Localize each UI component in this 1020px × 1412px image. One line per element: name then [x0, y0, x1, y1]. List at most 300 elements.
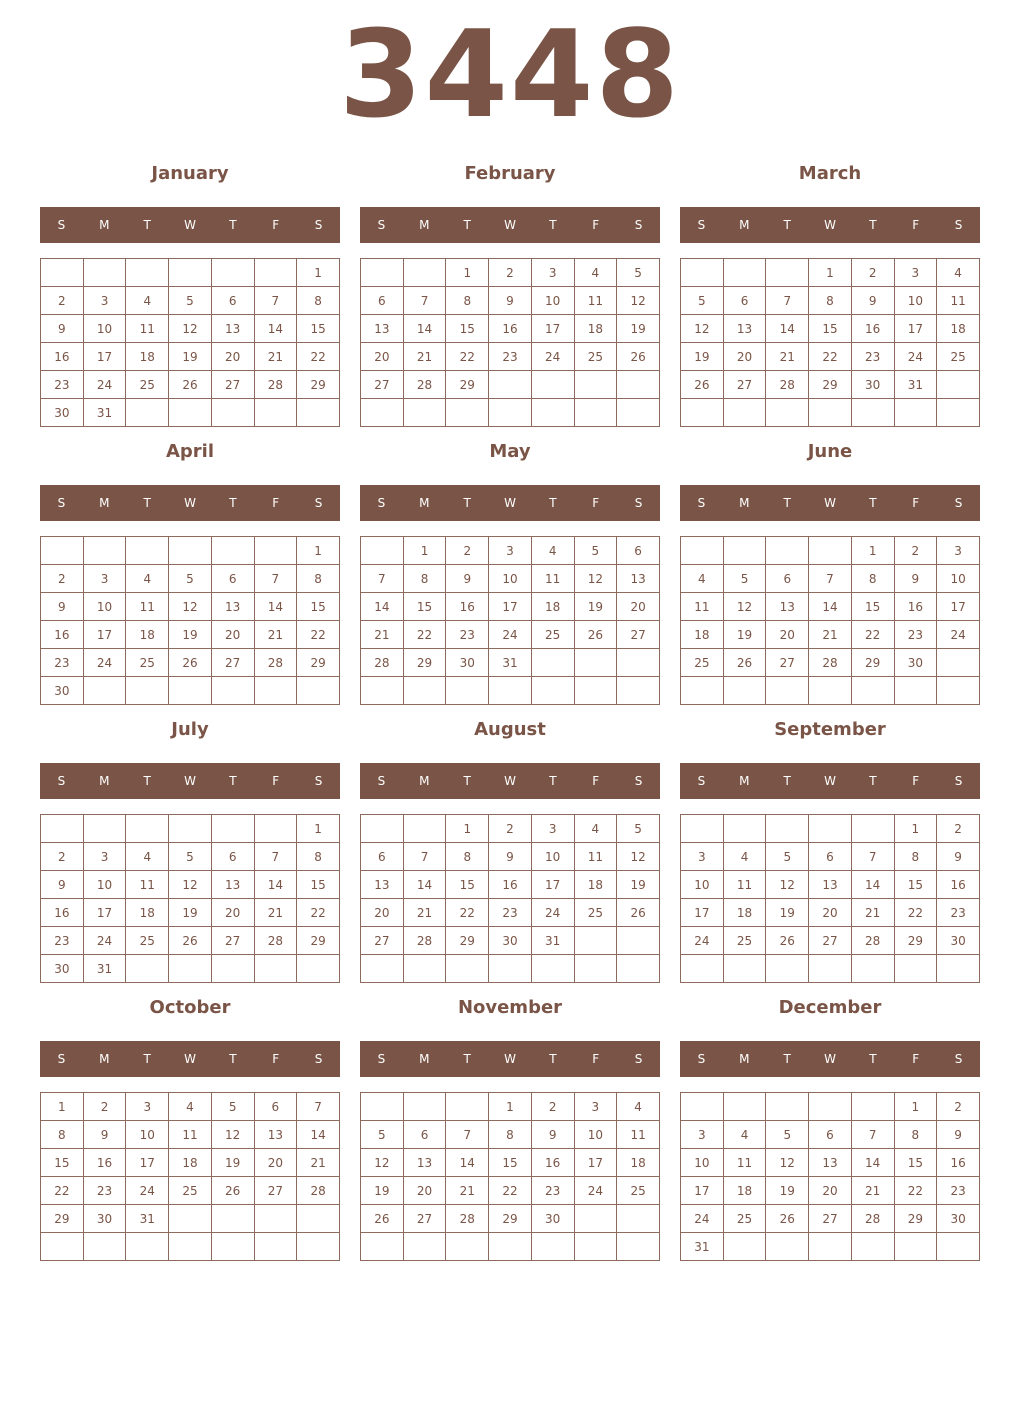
day-cell: 12: [617, 287, 660, 315]
day-cell: 13: [617, 565, 660, 593]
day-cell: 28: [403, 927, 446, 955]
day-cell: 29: [41, 1205, 84, 1233]
day-cell: 15: [489, 1149, 532, 1177]
day-cell: 16: [41, 343, 84, 371]
day-cell: 10: [681, 1149, 724, 1177]
week-row: [361, 315, 660, 343]
day-cell: 12: [574, 565, 617, 593]
day-cell: 1: [446, 259, 489, 287]
day-cell: 15: [297, 315, 340, 343]
day-cell: [126, 399, 169, 427]
day-cell: [894, 677, 937, 705]
day-cell: 26: [766, 927, 809, 955]
day-cell: 22: [297, 343, 340, 371]
day-cell: 11: [531, 565, 574, 593]
day-cell: 20: [723, 343, 766, 371]
day-cell: [617, 649, 660, 677]
day-cell: [211, 1205, 254, 1233]
day-cell: [446, 1093, 489, 1121]
day-cell: 25: [126, 371, 169, 399]
day-cell: [723, 955, 766, 983]
day-cell: 20: [361, 343, 404, 371]
day-cell: 6: [211, 287, 254, 315]
week-row: [41, 927, 340, 955]
day-cell: 3: [531, 259, 574, 287]
day-cell: 26: [617, 343, 660, 371]
day-cell: 27: [211, 927, 254, 955]
day-cell: 23: [83, 1177, 126, 1205]
day-cell: 5: [361, 1121, 404, 1149]
week-row: [361, 955, 660, 983]
day-cell: 20: [403, 1177, 446, 1205]
day-cell: [361, 677, 404, 705]
day-cell: [531, 677, 574, 705]
day-cell: 19: [766, 1177, 809, 1205]
day-cell: 4: [531, 537, 574, 565]
day-cell: [894, 1233, 937, 1261]
week-row: [681, 259, 980, 287]
day-cell: 29: [446, 371, 489, 399]
day-cell: 9: [937, 1121, 980, 1149]
day-cell: [169, 399, 212, 427]
day-cell: 18: [617, 1149, 660, 1177]
day-cell: 8: [809, 287, 852, 315]
day-cell: 24: [681, 927, 724, 955]
day-cell: [723, 537, 766, 565]
weekday-label: T: [869, 218, 877, 232]
day-cell: 11: [723, 871, 766, 899]
day-cell: 7: [254, 843, 297, 871]
week-row: [361, 287, 660, 315]
day-cell: 10: [894, 287, 937, 315]
day-cell: [617, 677, 660, 705]
day-cell: 1: [809, 259, 852, 287]
day-cell: 8: [489, 1121, 532, 1149]
day-cell: 7: [254, 287, 297, 315]
weekday-label: T: [463, 218, 471, 232]
weekday-label: S: [697, 774, 706, 788]
week-row: [361, 537, 660, 565]
day-cell: 25: [574, 899, 617, 927]
weekday-label: S: [377, 496, 386, 510]
day-cell: 4: [126, 843, 169, 871]
day-cell: [766, 537, 809, 565]
day-cell: [297, 399, 340, 427]
week-row: [681, 621, 980, 649]
day-cell: 7: [809, 565, 852, 593]
week-row: [681, 371, 980, 399]
day-cell: [531, 399, 574, 427]
week-row: [681, 1093, 980, 1121]
weekday-label: M: [739, 774, 750, 788]
day-cell: 8: [297, 565, 340, 593]
day-cell: [297, 677, 340, 705]
day-cell: 25: [681, 649, 724, 677]
day-cell: [169, 259, 212, 287]
day-cell: 6: [403, 1121, 446, 1149]
day-cell: 18: [126, 343, 169, 371]
day-cell: 7: [851, 1121, 894, 1149]
day-cell: [531, 955, 574, 983]
day-cell: 10: [83, 593, 126, 621]
weekday-label: S: [314, 774, 323, 788]
week-row: [361, 649, 660, 677]
weekday-header: [40, 207, 340, 243]
day-cell: [489, 677, 532, 705]
day-cell: 23: [41, 927, 84, 955]
day-cell: 13: [809, 871, 852, 899]
week-row: [361, 1121, 660, 1149]
day-cell: 18: [723, 899, 766, 927]
day-cell: 4: [681, 565, 724, 593]
day-cell: 23: [446, 621, 489, 649]
day-cell: 16: [894, 593, 937, 621]
month-name: September: [774, 719, 886, 740]
weekday-label: W: [504, 1052, 516, 1066]
day-cell: 5: [574, 537, 617, 565]
weekday-label: S: [314, 496, 323, 510]
day-cell: [41, 815, 84, 843]
day-cell: 18: [723, 1177, 766, 1205]
weekday-label: T: [549, 496, 557, 510]
day-cell: [574, 1233, 617, 1261]
day-grid: [40, 814, 340, 983]
day-cell: [617, 1205, 660, 1233]
day-cell: [531, 371, 574, 399]
day-cell: 30: [937, 927, 980, 955]
day-cell: 22: [809, 343, 852, 371]
day-cell: 24: [126, 1177, 169, 1205]
day-cell: 24: [574, 1177, 617, 1205]
day-cell: 19: [617, 871, 660, 899]
day-cell: 20: [211, 899, 254, 927]
day-cell: [723, 1233, 766, 1261]
day-cell: 20: [211, 343, 254, 371]
day-cell: 8: [403, 565, 446, 593]
day-cell: 8: [894, 1121, 937, 1149]
day-cell: 17: [531, 871, 574, 899]
day-cell: 15: [446, 315, 489, 343]
day-cell: 23: [41, 649, 84, 677]
day-cell: 7: [446, 1121, 489, 1149]
day-cell: 27: [809, 927, 852, 955]
day-cell: 3: [681, 1121, 724, 1149]
weekday-label: S: [314, 1052, 323, 1066]
day-cell: 27: [211, 371, 254, 399]
day-cell: 11: [169, 1121, 212, 1149]
day-cell: 3: [83, 565, 126, 593]
day-cell: 1: [894, 815, 937, 843]
day-cell: 16: [41, 899, 84, 927]
day-cell: 14: [361, 593, 404, 621]
week-row: [361, 899, 660, 927]
day-cell: [809, 677, 852, 705]
week-row: [681, 1149, 980, 1177]
weekday-label: T: [549, 1052, 557, 1066]
weekday-label: T: [783, 218, 791, 232]
day-cell: 9: [41, 315, 84, 343]
day-cell: [617, 399, 660, 427]
day-cell: 18: [531, 593, 574, 621]
day-cell: [361, 537, 404, 565]
day-cell: [681, 1093, 724, 1121]
day-cell: [851, 1233, 894, 1261]
day-cell: 23: [489, 343, 532, 371]
day-cell: 3: [489, 537, 532, 565]
day-cell: [83, 815, 126, 843]
day-cell: [361, 815, 404, 843]
day-cell: [574, 371, 617, 399]
day-cell: 9: [531, 1121, 574, 1149]
day-cell: 30: [41, 399, 84, 427]
day-cell: [211, 399, 254, 427]
day-cell: 21: [809, 621, 852, 649]
day-cell: 5: [617, 259, 660, 287]
day-cell: 13: [361, 315, 404, 343]
day-grid: [40, 258, 340, 427]
week-row: [41, 871, 340, 899]
day-cell: [937, 955, 980, 983]
day-cell: 1: [41, 1093, 84, 1121]
day-cell: 25: [723, 927, 766, 955]
day-cell: 20: [809, 899, 852, 927]
day-cell: 17: [937, 593, 980, 621]
day-cell: 9: [851, 287, 894, 315]
day-cell: 28: [254, 649, 297, 677]
day-cell: [403, 955, 446, 983]
day-cell: 8: [41, 1121, 84, 1149]
weekday-label: S: [377, 1052, 386, 1066]
day-cell: 7: [297, 1093, 340, 1121]
day-cell: 22: [297, 899, 340, 927]
day-cell: [851, 955, 894, 983]
weekday-label: T: [229, 218, 237, 232]
week-row: [41, 371, 340, 399]
day-cell: [937, 399, 980, 427]
day-cell: [83, 537, 126, 565]
day-cell: 14: [297, 1121, 340, 1149]
weekday-label: M: [99, 218, 110, 232]
day-cell: 3: [574, 1093, 617, 1121]
weekday-header: [360, 763, 660, 799]
day-cell: 19: [574, 593, 617, 621]
weekday-label: S: [954, 218, 963, 232]
day-cell: 4: [126, 287, 169, 315]
day-cell: 15: [851, 593, 894, 621]
day-cell: 21: [403, 343, 446, 371]
day-cell: [361, 1233, 404, 1261]
day-cell: [211, 815, 254, 843]
weekday-label: F: [592, 1052, 600, 1066]
day-cell: 2: [851, 259, 894, 287]
day-cell: 31: [83, 955, 126, 983]
weekday-label: T: [463, 496, 471, 510]
day-cell: 16: [937, 1149, 980, 1177]
day-cell: [851, 1093, 894, 1121]
day-cell: 21: [361, 621, 404, 649]
weekday-label: F: [592, 218, 600, 232]
day-cell: 20: [809, 1177, 852, 1205]
day-cell: 1: [489, 1093, 532, 1121]
day-cell: 7: [254, 565, 297, 593]
day-cell: 3: [126, 1093, 169, 1121]
day-cell: 13: [723, 315, 766, 343]
week-row: [361, 343, 660, 371]
day-grid: [680, 258, 980, 427]
day-cell: [809, 1093, 852, 1121]
day-cell: [403, 815, 446, 843]
day-cell: 12: [723, 593, 766, 621]
day-cell: 16: [83, 1149, 126, 1177]
day-cell: 29: [297, 371, 340, 399]
day-cell: 8: [446, 843, 489, 871]
day-cell: 1: [403, 537, 446, 565]
weekday-header: [40, 763, 340, 799]
day-cell: 5: [211, 1093, 254, 1121]
day-cell: 30: [446, 649, 489, 677]
day-cell: 29: [446, 927, 489, 955]
week-row: [681, 815, 980, 843]
day-cell: 5: [766, 843, 809, 871]
day-cell: 13: [254, 1121, 297, 1149]
day-cell: 30: [41, 955, 84, 983]
weekday-header: [680, 485, 980, 521]
day-cell: [211, 955, 254, 983]
day-cell: [937, 1233, 980, 1261]
weekday-label: T: [229, 774, 237, 788]
month-name: August: [474, 719, 546, 740]
week-row: [681, 1177, 980, 1205]
day-cell: 27: [809, 1205, 852, 1233]
month-name: June: [807, 441, 853, 462]
day-cell: [617, 1233, 660, 1261]
day-cell: 30: [531, 1205, 574, 1233]
day-cell: 24: [83, 927, 126, 955]
day-cell: 26: [361, 1205, 404, 1233]
week-row: [681, 1205, 980, 1233]
day-cell: 15: [297, 871, 340, 899]
weekday-label: W: [824, 218, 836, 232]
week-row: [681, 565, 980, 593]
weekday-header: [680, 207, 980, 243]
day-cell: 18: [937, 315, 980, 343]
month-name: January: [151, 163, 229, 184]
day-cell: 28: [254, 371, 297, 399]
day-cell: 23: [937, 1177, 980, 1205]
weekday-label: M: [99, 1052, 110, 1066]
day-cell: 5: [766, 1121, 809, 1149]
day-cell: 17: [83, 899, 126, 927]
day-cell: 25: [617, 1177, 660, 1205]
day-cell: 12: [211, 1121, 254, 1149]
weekday-label: S: [57, 774, 66, 788]
day-cell: 10: [531, 843, 574, 871]
day-cell: 20: [766, 621, 809, 649]
day-cell: 1: [297, 259, 340, 287]
day-cell: [574, 1205, 617, 1233]
day-cell: 10: [83, 315, 126, 343]
weekday-label: F: [272, 774, 280, 788]
day-cell: 2: [894, 537, 937, 565]
day-cell: 26: [617, 899, 660, 927]
day-cell: 21: [766, 343, 809, 371]
day-cell: 24: [937, 621, 980, 649]
day-cell: 7: [361, 565, 404, 593]
day-cell: 10: [681, 871, 724, 899]
weekday-label: M: [99, 774, 110, 788]
day-grid: [680, 814, 980, 983]
weekday-header: [680, 763, 980, 799]
week-row: [41, 649, 340, 677]
day-grid: [360, 1092, 660, 1261]
day-cell: [809, 399, 852, 427]
day-cell: 22: [297, 621, 340, 649]
day-cell: [894, 399, 937, 427]
day-cell: 14: [403, 315, 446, 343]
day-cell: 16: [531, 1149, 574, 1177]
weekday-label: T: [229, 496, 237, 510]
week-row: [361, 565, 660, 593]
day-cell: 25: [126, 927, 169, 955]
weekday-label: S: [57, 1052, 66, 1066]
day-cell: 14: [403, 871, 446, 899]
day-cell: 15: [403, 593, 446, 621]
day-cell: 30: [489, 927, 532, 955]
day-cell: [361, 399, 404, 427]
day-cell: 10: [83, 871, 126, 899]
day-cell: 9: [41, 871, 84, 899]
week-row: [41, 677, 340, 705]
day-cell: 8: [297, 287, 340, 315]
weekday-label: T: [783, 1052, 791, 1066]
day-cell: 28: [403, 371, 446, 399]
day-cell: 8: [297, 843, 340, 871]
day-cell: [851, 815, 894, 843]
week-row: [361, 593, 660, 621]
day-cell: [809, 815, 852, 843]
day-cell: 13: [211, 593, 254, 621]
day-cell: 21: [851, 1177, 894, 1205]
week-row: [41, 1149, 340, 1177]
day-cell: [83, 1233, 126, 1261]
day-cell: 16: [489, 871, 532, 899]
week-row: [41, 343, 340, 371]
weekday-label: S: [954, 774, 963, 788]
day-cell: 17: [681, 899, 724, 927]
day-cell: [809, 955, 852, 983]
day-cell: 24: [531, 899, 574, 927]
week-row: [361, 1233, 660, 1261]
day-cell: [574, 955, 617, 983]
day-cell: 22: [41, 1177, 84, 1205]
day-cell: 5: [681, 287, 724, 315]
day-cell: 27: [403, 1205, 446, 1233]
day-cell: 14: [254, 593, 297, 621]
day-cell: 27: [211, 649, 254, 677]
day-cell: [574, 649, 617, 677]
day-cell: 27: [723, 371, 766, 399]
day-cell: 4: [937, 259, 980, 287]
weekday-label: F: [272, 496, 280, 510]
month-name: December: [778, 997, 882, 1018]
weekday-label: M: [739, 496, 750, 510]
day-cell: 26: [169, 927, 212, 955]
weekday-label: T: [783, 496, 791, 510]
day-cell: 6: [211, 843, 254, 871]
day-cell: 19: [211, 1149, 254, 1177]
day-cell: [723, 815, 766, 843]
weekday-label: F: [592, 774, 600, 788]
